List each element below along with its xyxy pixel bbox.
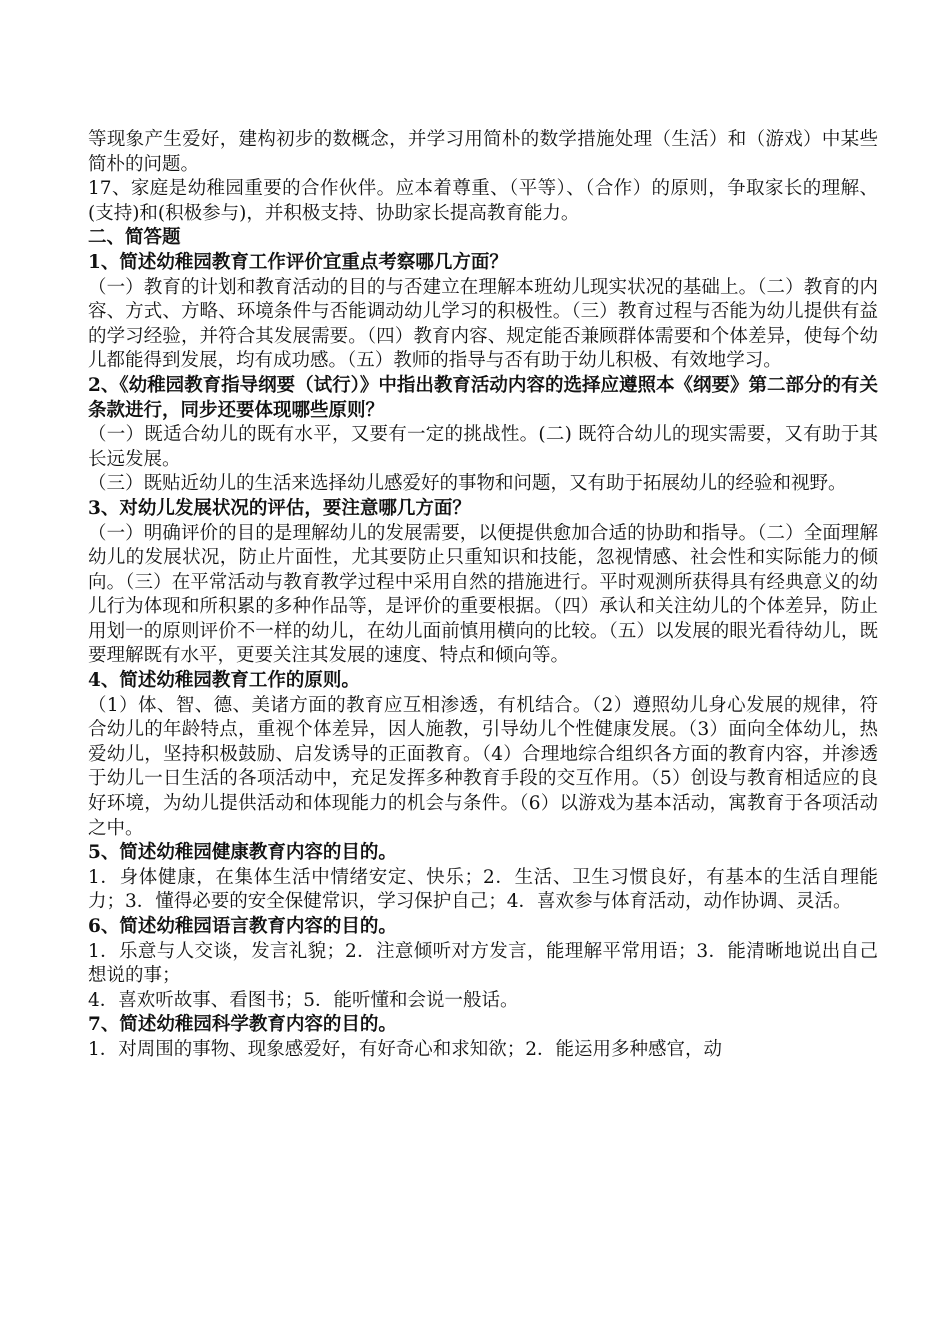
- question-title: 5、简述幼稚园健康教育内容的目的。: [88, 842, 397, 864]
- answer-paragraph: （一）既适合幼儿的既有水平，又要有一定的挑战性。(二) 既符合幼儿的现实需要，又有助于其长远发展。: [88, 424, 878, 470]
- paragraph: 等现象产生爱好，建构初步的数概念，并学习用简朴的数学措施处理（生活）和（游戏）中某些简朴的问题。: [88, 129, 878, 175]
- question-title: 2、《幼稚园教育指导纲要（试行）》中指出教育活动内容的选择应遵照本《纲要》第二部分的有关条款进行，同步还要体现哪些原则？: [88, 374, 878, 421]
- answer-paragraph: 1．身体健康，在集体生活中情绪安定、快乐；2．生活、卫生习惯良好，有基本的生活自理能力；3．懂得必要的安全保健常识，学习保护自己；4．喜欢参与体育活动，动作协调、灵活。: [88, 866, 878, 913]
- section-title: 二、简答题: [88, 227, 181, 249]
- answer-paragraph: （三）既贴近幼儿的生活来选择幼儿感爱好的事物和问题，又有助于拓展幼儿的经验和视野。: [88, 473, 847, 495]
- question-title: 4、简述幼稚园教育工作的原则。: [88, 670, 360, 692]
- answer-paragraph: （一）明确评价的目的是理解幼儿的发展需要，以便提供愈加合适的协助和指导。（二）全面理解幼儿的发展状况，防止片面性，尤其要防止只重知识和技能，忽视情感、社会性和实际能力的倾向。（三）在平常活动与教育教学过程中采用自然的措施进行。平时观测所获得具有经典意义的幼儿行为体现和所积累的多种作品等，是评价的重要根据。（四）承认和关注幼儿的个体差异，防止用划一的原则评价不一样的幼儿，在幼儿面前慎用横向的比较。（五）以发展的眼光看待幼儿，既要理解既有水平，更要关注其发展的速度、特点和倾向等。: [88, 522, 878, 667]
- question-title: 1、简述幼稚园教育工作评价宜重点考察哪几方面？: [88, 251, 508, 273]
- answer-paragraph: （1）体、智、德、美诸方面的教育应互相渗透，有机结合。（2）遵照幼儿身心发展的规律，符合幼儿的年龄特点，重视个体差异，因人施教，引导幼儿个性健康发展。（3）面向全体幼儿，热爱幼儿，坚持积极鼓励、启发诱导的正面教育。（4）合理地综合组织各方面的教育内容，并渗透于幼儿一日生活的各项活动中，充足发挥多种教育手段的交互作用。（5）创设与教育相适应的良好环境，为幼儿提供活动和体现能力的机会与条件。（6）以游戏为基本活动，寓教育于各项活动之中。: [88, 694, 878, 839]
- question-title: 6、简述幼稚园语言教育内容的目的。: [88, 916, 397, 937]
- question-title: 7、简述幼稚园科学教育内容的目的。: [88, 1014, 397, 1036]
- answer-paragraph: （一）教育的计划和教育活动的目的与否建立在理解本班幼儿现实状况的基础上。（二）教育的内容、方式、方略、环境条件与否能调动幼儿学习的积极性。（三）教育过程与否能为幼儿提供有益的学习经验，并符合其发展需要。（四）教育内容、规定能否兼顾群体需要和个体差异，使每个幼儿都能得到发展，均有成功感。（五）教师的指导与否有助于幼儿积极、有效地学习。: [88, 276, 878, 372]
- answer-paragraph: 1．乐意与人交谈，发言礼貌；2．注意倾听对方发言，能理解平常用语；3．能清晰地说出自己想说的事；: [88, 940, 878, 987]
- answer-paragraph: 1．对周围的事物、现象感爱好，有好奇心和求知欲；2．能运用多种感官，动: [88, 1038, 723, 1060]
- paragraph: 17、家庭是幼稚园重要的合作伙伴。应本着尊重、（平等）、（合作）的原则，争取家长的理解、(支持)和(积极参与)，并积极支持、协助家长提高教育能力。: [88, 178, 878, 224]
- answer-paragraph: 4．喜欢听故事、看图书；5．能听懂和会说一般话。: [88, 989, 519, 1011]
- question-title: 3、对幼儿发展状况的评估，要注意哪几方面？: [88, 497, 471, 519]
- document-page: [88, 128, 878, 1063]
